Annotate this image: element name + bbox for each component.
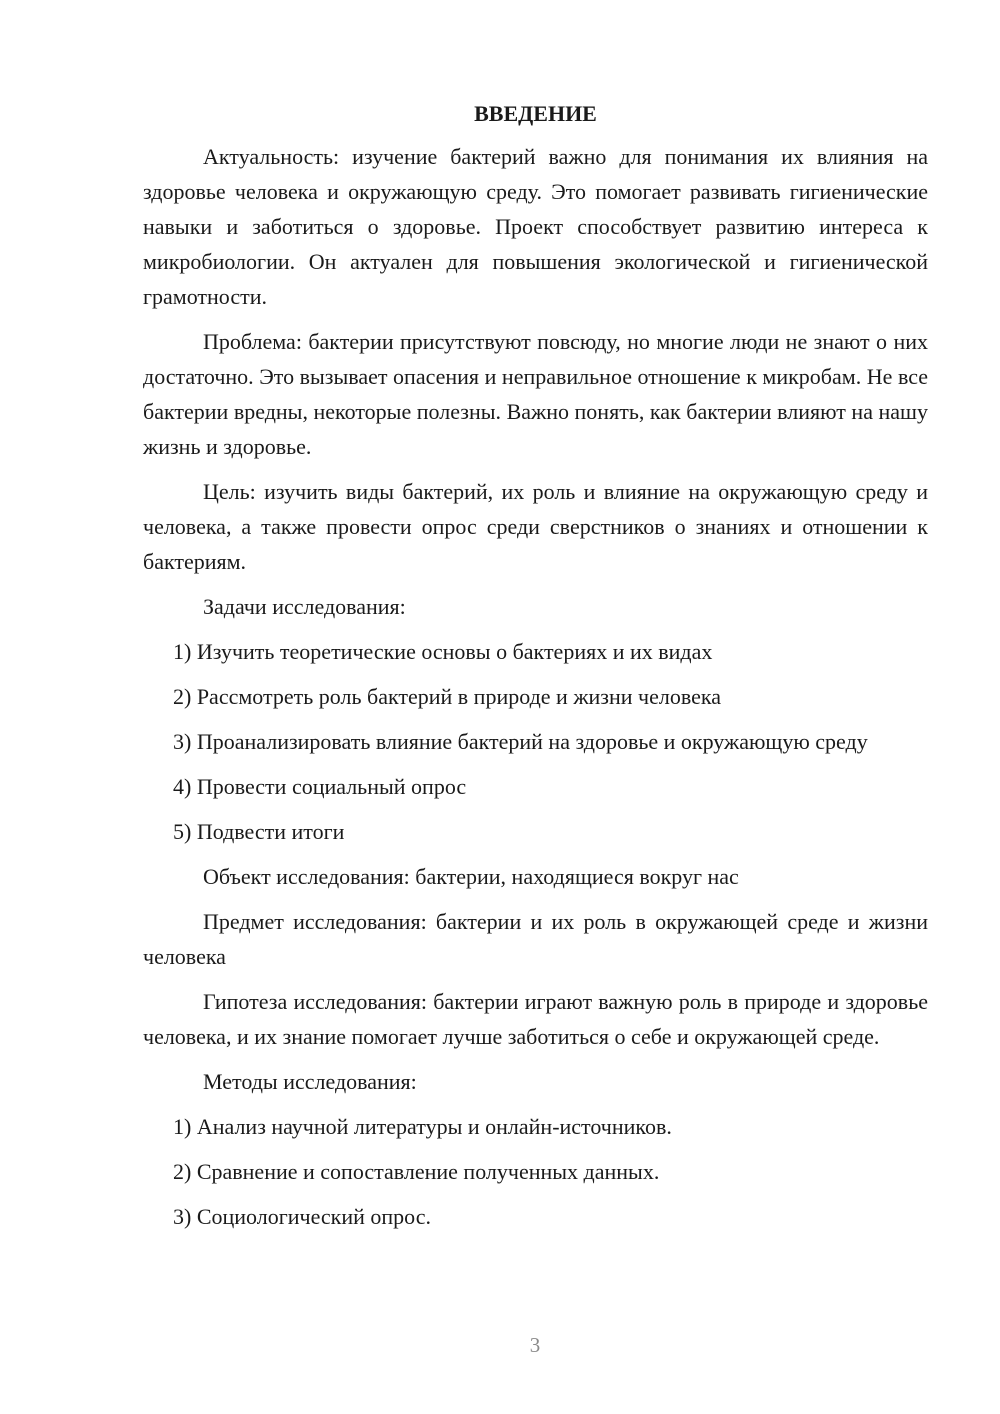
subject-paragraph: Предмет исследования: бактерии и их роль в окружающей среде и жизни человека (143, 909, 928, 969)
task-item-5: 5) Подвести итоги (173, 819, 345, 844)
task-item-2: 2) Рассмотреть роль бактерий в природе и жизни человека (173, 684, 721, 709)
object-paragraph: Объект исследования: бактерии, находящиеся вокруг нас (203, 864, 739, 889)
task-item-3: 3) Проанализировать влияние бактерий на здоровье и окружающую среду (173, 729, 868, 754)
task-item-1: 1) Изучить теоретические основы о бактериях и их видах (173, 639, 713, 664)
method-item-2: 2) Сравнение и сопоставление полученных данных. (173, 1159, 660, 1184)
task-item-4: 4) Провести социальный опрос (173, 774, 467, 799)
hypothesis-paragraph: Гипотеза исследования: бактерии играют важную роль в природе и здоровье человека, и их знание помогает лучше заботиться о себе и окружающей среде. (143, 989, 928, 1049)
page-number: 3 (529, 1333, 541, 1357)
method-item-3: 3) Социологический опрос. (173, 1204, 431, 1229)
problem-paragraph: Проблема: бактерии присутствуют повсюду, но многие люди не знают о них достаточно. Это вызывает опасения и неправильное отношение к микробам. Не все бактерии вредны, некоторые полезны. Важно понять, как бактерии влияют на нашу жизнь и здоровье. (143, 329, 928, 459)
methods-heading: Методы исследования: (203, 1069, 417, 1094)
method-item-1: 1) Анализ научной литературы и онлайн-источников. (173, 1114, 672, 1139)
goal-paragraph: Цель: изучить виды бактерий, их роль и влияние на окружающую среду и человека, а также провести опрос среди сверстников о знаниях и отношении к бактериям. (143, 479, 928, 574)
page-content (143, 96, 928, 1234)
tasks-heading: Задачи исследования: (203, 594, 406, 619)
relevance-paragraph: Актуальность: изучение бактерий важно для понимания их влияния на здоровье человека и окружающую среду. Это помогает развивать гигиенические навыки и заботиться о здоровье. Проект способствует развитию интереса к микробиологии. Он актуален для повышения экологической и гигиенической грамотности. (143, 144, 928, 309)
section-title: ВВЕДЕНИЕ (474, 101, 597, 126)
